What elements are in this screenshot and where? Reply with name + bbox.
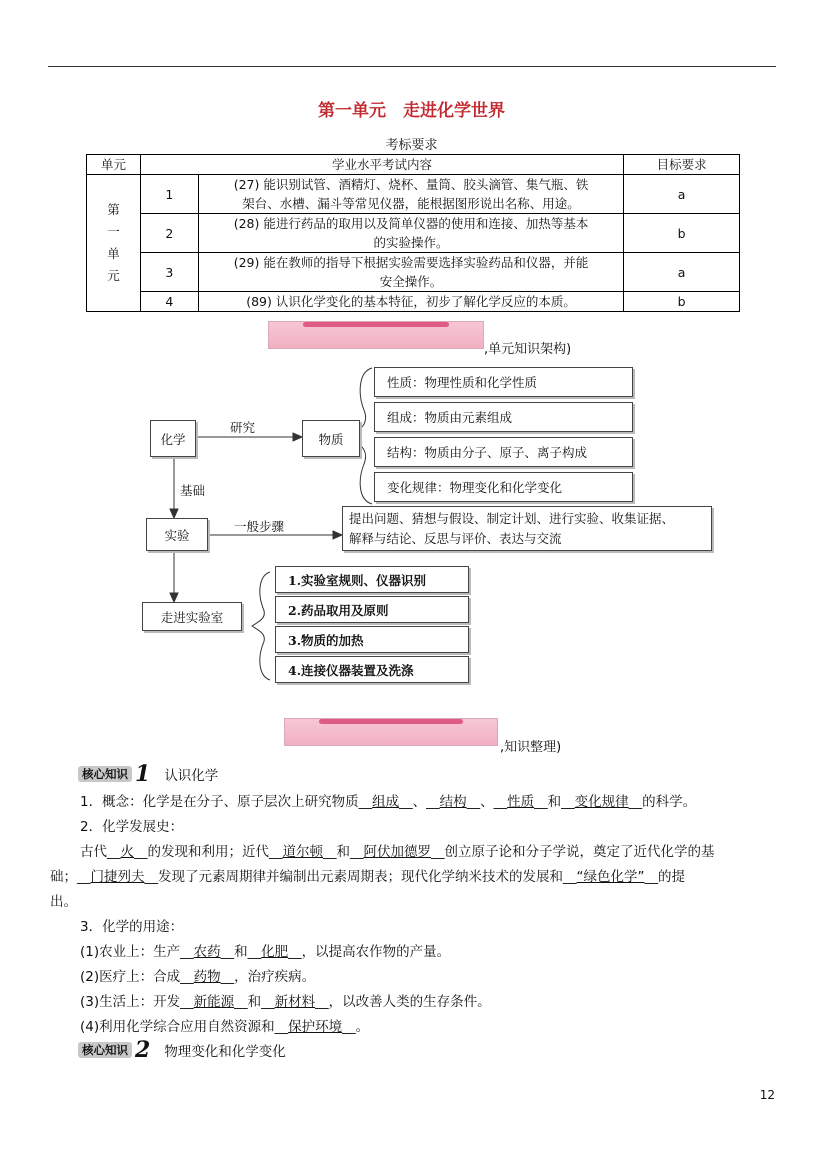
paragraph-agriculture [80, 940, 450, 960]
row-target: b [624, 214, 740, 253]
arrowhead-basis [170, 509, 178, 518]
text: (3)生活上：开发__ [80, 994, 194, 1010]
paragraph-history-end: 出。 [50, 894, 77, 910]
text: __。 [342, 1019, 370, 1035]
banner-strip [319, 719, 463, 724]
text: (2)医疗上：合成__ [80, 969, 194, 985]
section-banner [284, 718, 498, 746]
paragraph-concept [80, 790, 696, 810]
core-knowledge-1 [78, 761, 219, 787]
text: __发现了元素周期律并编制出元素周期表；现代化学纳米技术的发展和__ [144, 869, 577, 885]
banner-label: ,单元知识架构) [484, 342, 572, 357]
lab-item-box: 2.药品取用及原则 [275, 596, 469, 623]
answer: 新材料 [274, 994, 316, 1010]
prop-box: 性质：物理性质和化学性质 [374, 367, 633, 397]
answer: 组成 [372, 794, 400, 810]
brace-lab [252, 572, 270, 680]
core-knowledge-title: 认识化学 [164, 768, 219, 784]
row-number: 2 [140, 214, 198, 253]
steps-line: 解释与结论、反思与评价、表达与交流 [349, 530, 562, 546]
unit-label: 第一单元 [107, 202, 120, 283]
text: __，以改善人类的生存条件。 [315, 994, 491, 1010]
text: (4)利用化学综合应用自然资源和__ [80, 1019, 289, 1035]
header-unit: 单元 [87, 155, 141, 175]
node-chemistry: 化学 [150, 420, 196, 457]
paragraph-history [80, 840, 715, 860]
answer: 新能源 [193, 994, 235, 1010]
label-basis: 基础 [180, 483, 206, 498]
prop-box: 组成：物质由元素组成 [374, 402, 633, 432]
answer: 保护环境 [288, 1019, 343, 1035]
text: 1．概念：化学是在分子、原子层次上研究物质__ [80, 794, 373, 810]
page-number: 12 [759, 1088, 775, 1102]
row-content-line: 安全操作。 [379, 274, 443, 289]
row-number: 3 [140, 253, 198, 292]
label-steps: 一般步骤 [234, 519, 285, 534]
paragraph-environment [80, 1015, 369, 1035]
row-number: 4 [140, 292, 198, 312]
answer: 化肥 [261, 944, 289, 960]
text: __和__ [323, 844, 364, 860]
answer: 农药 [193, 944, 221, 960]
paragraph-life [80, 990, 491, 1010]
row-content-line: 架台、水槽、漏斗等常见仪器，能根据图形说出名称、用途。 [242, 196, 580, 211]
node-experiment: 实验 [146, 518, 208, 551]
text: __和__ [234, 994, 275, 1010]
answer: 结构 [439, 794, 467, 810]
text: __、__ [399, 794, 440, 810]
answer: 火 [120, 844, 134, 860]
text: __的科学。 [628, 794, 697, 810]
answer: 阿伏加德罗 [363, 844, 431, 860]
answer: “绿色化学” [576, 869, 645, 885]
arrowhead-lab [170, 593, 178, 602]
steps-box [342, 506, 712, 551]
row-target: b [624, 292, 740, 312]
banner-label: ,知识整理) [500, 740, 562, 755]
text: 础；__ [50, 869, 91, 885]
steps-line: 提出问题、猜想与假设、制定计划、进行实验、收集证据、 [349, 510, 675, 526]
core-knowledge-number: 2 [135, 1037, 151, 1063]
row-content-line: (27) 能识别试管、酒精灯、烧杯、量筒、胶头滴管、集气瓶、铁 [233, 177, 589, 192]
paragraph-history-heading: 2．化学发展史： [80, 819, 184, 835]
answer: 道尔顿 [282, 844, 323, 860]
text: __创立原子论和分子学说，奠定了近代化学的基 [431, 844, 715, 860]
answer: 变化规律 [574, 794, 629, 810]
text: __、__ [466, 794, 508, 810]
core-knowledge-tag: 核心知识 [78, 1042, 132, 1058]
lab-item-box: 1.实验室规则、仪器识别 [275, 566, 469, 593]
arrowhead-study [293, 433, 302, 441]
row-content-line: 的实验操作。 [373, 235, 449, 250]
row-content: (89) 认识化学变化的基本特征，初步了解化学反应的本质。 [198, 292, 623, 312]
core-knowledge-tag: 核心知识 [78, 766, 132, 782]
text: __和__ [220, 944, 262, 960]
table-caption: 考标要求 [385, 138, 438, 153]
prop-box: 结构：物质由分子、原子、离子构成 [374, 437, 633, 467]
node-substance: 物质 [302, 420, 360, 457]
row-target: a [624, 175, 740, 214]
text: __和__ [534, 794, 575, 810]
row-target: a [624, 253, 740, 292]
paragraph-medicine [80, 965, 315, 985]
text: __，以提高农作物的产量。 [288, 944, 451, 960]
row-number: 1 [140, 175, 198, 214]
lab-item-box: 3.物质的加热 [275, 626, 469, 653]
page-title: 第一单元 走进化学世界 [318, 101, 505, 121]
text: __，治疗疾病。 [220, 969, 316, 985]
row-content-line: (29) 能在教师的指导下根据实验需要选择实验药品和仪器，并能 [233, 255, 589, 270]
text: 古代__ [80, 844, 121, 860]
answer: 门捷列夫 [90, 869, 145, 885]
paragraph-uses-heading: 3．化学的用途： [80, 919, 184, 935]
node-lab: 走进实验室 [142, 602, 242, 631]
row-content-line: (28) 能进行药品的取用以及简单仪器的使用和连接、加热等基本 [233, 216, 589, 231]
core-knowledge-2 [78, 1037, 286, 1063]
core-knowledge-number: 1 [135, 761, 151, 787]
arrowhead-steps [333, 531, 342, 539]
core-knowledge-title: 物理变化和化学变化 [164, 1044, 286, 1060]
header-content: 学业水平考试内容 [140, 155, 623, 175]
lab-item-box: 4.连接仪器装置及洗涤 [275, 656, 469, 683]
header-target: 目标要求 [624, 155, 740, 175]
answer: 性质 [507, 794, 535, 810]
answer: 药物 [193, 969, 221, 985]
text: __的发现和利用；近代__ [134, 844, 283, 860]
text: __的提 [644, 869, 685, 885]
prop-box: 变化规律：物理变化和化学变化 [374, 472, 633, 502]
text: (1)农业上：生产__ [80, 944, 194, 960]
label-study: 研究 [230, 420, 256, 435]
paragraph-history-cont [50, 865, 685, 885]
